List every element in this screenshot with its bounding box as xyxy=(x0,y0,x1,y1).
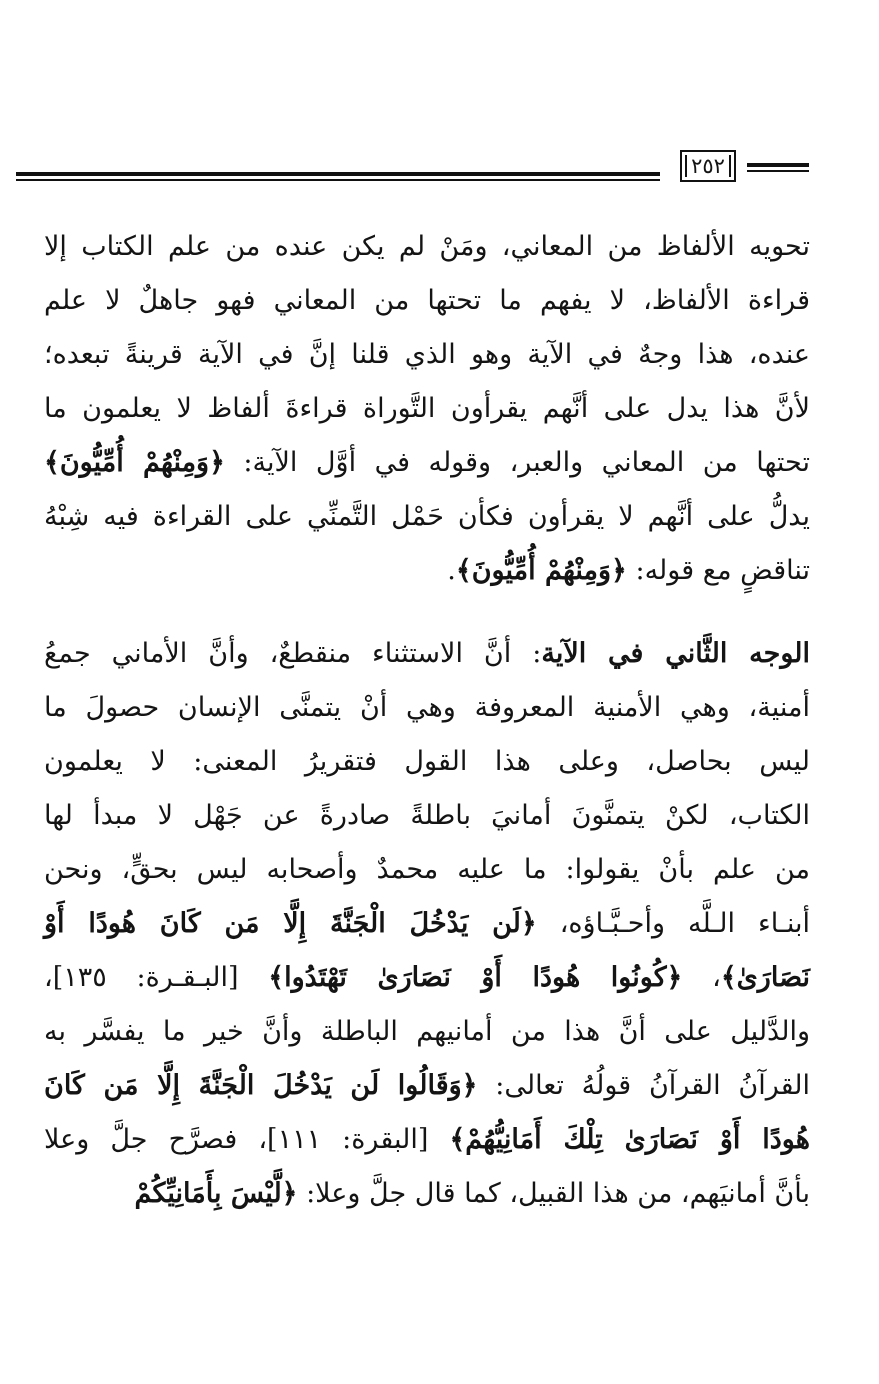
text-segment: : أنَّ الاستثناء منقطعٌ، وأنَّ الأماني جمعُ xyxy=(44,638,542,669)
text-segment: . xyxy=(447,555,456,586)
text-line xyxy=(44,274,810,328)
header-rule-short-thick xyxy=(747,163,809,167)
text-line xyxy=(44,843,810,897)
quran-verse: نَصَارَىٰ﴾ xyxy=(720,962,810,993)
text-line xyxy=(44,544,810,598)
header-rule-thick xyxy=(16,172,660,176)
paragraph xyxy=(44,627,810,1221)
text-line xyxy=(44,1167,810,1221)
text-line xyxy=(44,789,810,843)
header-rule-thin xyxy=(16,179,660,181)
text-segment: الكتاب، لكنْ يتمنَّونَ أمانيَ باطلةً صادرةً عن جَهْل لا مبدأ لها xyxy=(44,800,810,831)
text-line xyxy=(44,951,810,1005)
text-segment: لأنَّ هذا يدل على أنَّهم يقرأون التَّوراة قراءةَ ألفاظ لا يعلمون ما xyxy=(44,393,810,424)
quran-verse: ﴿لَّيْسَ بِأَمَانِيِّكُمْ xyxy=(134,1178,298,1209)
text-segment: تناقضٍ مع قوله: xyxy=(626,555,810,586)
text-line xyxy=(44,681,810,735)
paragraph-gap xyxy=(44,598,810,627)
text-line xyxy=(44,1059,810,1113)
text-segment: ، xyxy=(682,962,721,993)
text-line xyxy=(44,382,810,436)
text-segment: أمنية، وهي الأمنية المعروفة وهي أنْ يتمنَّى الإنسان حصولَ ما xyxy=(44,692,810,723)
quran-verse: هُودًا أَوْ نَصَارَىٰ تِلْكَ أَمَانِيُّهُمْ﴾ xyxy=(449,1124,810,1155)
text-line xyxy=(44,436,810,490)
text-line xyxy=(44,735,810,789)
text-line xyxy=(44,1113,810,1167)
quran-verse: ﴿وَمِنْهُمْ أُمِّيُّونَ﴾ xyxy=(455,555,627,586)
quran-verse: ﴿وَمِنْهُمْ أُمِّيُّونَ﴾ xyxy=(44,447,225,478)
text-line xyxy=(44,1005,810,1059)
text-segment: من علم بأنْ يقولوا: ما عليه محمدٌ وأصحابه ليس بحقٍّ، ونحن xyxy=(44,854,810,885)
text-segment: والدَّليل على أنَّ هذا من أمانيهم الباطلة وأنَّ خير ما يفسَّر به xyxy=(44,1016,810,1047)
text-segment: قراءة الألفاظ، لا يفهم ما تحتها من المعاني فهو جاهلٌ لا علم xyxy=(44,285,810,316)
text-segment: يدلُّ على أنَّهم لا يقرأون فكأن حَمْل التَّمنِّي على القراءة فيه شِبْهُ xyxy=(44,501,810,532)
text-line xyxy=(44,490,810,544)
page-header xyxy=(16,150,809,186)
text-segment: عنده، هذا وجهٌ في الآية وهو الذي قلنا إنَّ في الآية قرينةً تبعده؛ xyxy=(44,339,810,370)
text-line xyxy=(44,328,810,382)
header-rule-short-thin xyxy=(747,170,809,172)
text-segment: تحويه الألفاظ من المعاني، ومَنْ لم يكن عنده من علم الكتاب إلا xyxy=(44,231,810,262)
text-segment: القرآنُ القرآنُ قولُهُ تعالى: xyxy=(477,1070,810,1101)
paragraph xyxy=(44,220,810,598)
quran-verse: ﴿كُونُوا هُودًا أَوْ نَصَارَىٰ تَهْتَدُوا﴾ xyxy=(268,962,683,993)
body-text xyxy=(44,220,810,1221)
text-segment: أبنـاء الـلَّه وأحـبَّـاؤه، xyxy=(536,908,810,939)
quran-verse: ﴿وَقَالُوا لَن يَدْخُلَ الْجَنَّةَ إِلَّا مَن كَانَ xyxy=(44,1070,478,1101)
text-line xyxy=(44,897,810,951)
text-segment: ليس بحاصل، وعلى هذا القول فتقريرُ المعنى: لا يعلمون xyxy=(44,746,810,777)
page-number: ٢٥٢ xyxy=(680,150,736,182)
section-heading: الوجه الثَّاني في الآية xyxy=(541,638,810,669)
quran-verse: ﴿لَن يَدْخُلَ الْجَنَّةَ إِلَّا مَن كَانَ هُودًا أَوْ xyxy=(44,908,537,939)
text-line xyxy=(44,220,810,274)
text-segment: بأنَّ أمانيَهم، من هذا القبيل، كما قال جلَّ وعلا: xyxy=(297,1178,810,1209)
text-segment: تحتها من المعاني والعبر، وقوله في أوَّل الآية: xyxy=(224,447,811,478)
text-segment: [البـقـرة: ١٣٥]، xyxy=(44,962,269,993)
text-line xyxy=(44,627,810,681)
text-segment: [البقرة: ١١١]، فصرَّح جلَّ وعلا xyxy=(44,1124,450,1155)
